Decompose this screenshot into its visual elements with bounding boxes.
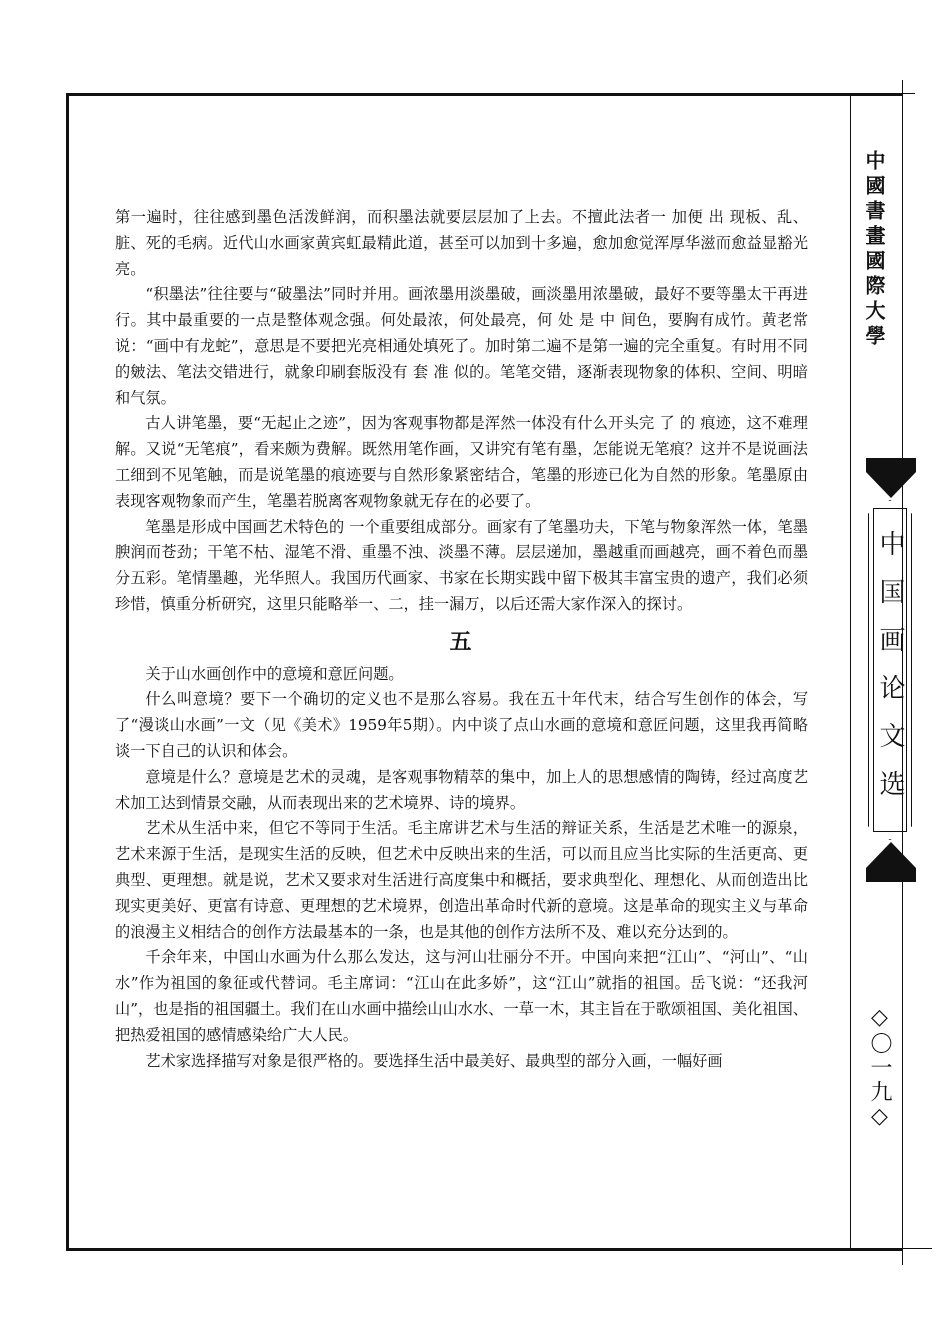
paragraph: 什么叫意境？要下一个确切的定义也不是那么容易。我在五十年代末，结合写生创作的体会，写了“漫谈山水画”一文（见《美术》1959年5期）。内中谈了点山水画的意境和意匠问题，这里我再简略谈一下自己的认识和体会。 [115, 690, 808, 760]
paragraph: “积墨法”往往要与“破墨法”同时并用。画浓墨用淡墨破，画淡墨用浓墨破，最好不要等墨太干再进行。其中最重要的一点是整体观念强。何处最浓，何处最亮，何 处 是 中 间色，要胸有成竹。黄老常说：“画中有龙蛇”，意思是不要把光亮相通处填死了。加时第二遍不是第一遍的完全重复。有时用不同的皴法、笔法交错进行，就象印刷套版没有 套 准 似的。笔笔交错，逐渐表现物象的体积、空间、明暗和气氛。 [115, 285, 808, 407]
paragraph: 古人讲笔墨，要“无起止之迹”，因为客观事物都是浑然一体没有什么开头完 了 的 痕迹，这不难理解。又说“无笔痕”，看来颇为费解。既然用笔作画，又讲究有笔有墨，怎能说无笔痕？这并不是说画法工细到不见笔触，而是说笔墨的痕迹要与自然形象紧密结合，笔墨的形迹已化为自然的形象。笔墨原由表现客观物象而产生，笔墨若脱离客观物象就无存在的必要了。 [115, 414, 808, 510]
paragraph: 千余年来，中国山水画为什么那么发达，这与河山壮丽分不开。中国向来把“江山”、“河山”、“山水”作为祖国的象征或代替词。毛主席词：“江山在此多娇”，这“江山”就指的祖国。岳飞说：“还我河山”，也是指的祖国疆土。我们在山水画中描绘山山水水、一草一木，其主旨在于歌颂祖国、美化祖国、把热爱祖国的感情感染给广大人民。 [115, 948, 808, 1044]
university-name: 中國書畫國際大學 [862, 150, 886, 350]
book-title: 中国画论文选 [875, 530, 905, 818]
top-corner-tick [890, 93, 915, 94]
bottom-corner-tick [902, 1248, 932, 1249]
paragraph: 艺术家选择描写对象是很严格的。要选择生活中最美好、最典型的部分入画，一幅好画 [145, 1051, 723, 1070]
main-text [115, 205, 808, 1074]
paragraph: 笔墨是形成中国画艺术特色的 一个重要组成部分。画家有了笔墨功夫，下笔与物象浑然一体，笔墨腴润而苍劲；干笔不枯、湿笔不滑、重墨不浊、淡墨不薄。层层递加，墨越重而画越亮，画不着色而墨分五彩。笔情墨趣，光华照人。我国历代画家、书家在长期实践中留下极其丰富宝贵的遗产，我们必须珍惜，慎重分析研究，这里只能略举一、二，挂一漏万，以后还需大家作深入的探讨。 [115, 517, 808, 613]
paragraph: 关于山水画创作中的意境和意匠问题。 [145, 664, 404, 683]
sidebar-divider [850, 93, 851, 1251]
paragraph: 意境是什么？意境是艺术的灵魂，是客观事物精萃的集中，加上人的思想感情的陶铸，经过高度艺术加工达到情景交融，从而表现出来的艺术境界、诗的境界。 [115, 767, 808, 812]
paragraph: 第一遍时，往往感到墨色活泼鲜润，而积墨法就要层层加了上去。不擅此法者一 加便 出 现板、乱、脏、死的毛病。近代山水画家黄宾虹最精此道，甚至可以加到十多遍，愈加愈觉浑厚华滋而愈益显豁光亮。 [115, 208, 808, 278]
paragraph: 艺术从生活中来，但它不等同于生活。毛主席讲艺术与生活的辩证关系，生活是艺术唯一的源泉，艺术来源于生活，是现实生活的反映，但艺术中反映出来的生活，可以而且应当比实际的生活更高、更典型、更理想。就是说，艺术又要求对生活进行高度集中和概括，要求典型化、理想化、从而创造出比现实更美好、更富有诗意、更理想的艺术境界，创造出革命时代新的意境。这是革命的现实主义与革命的浪漫主义相结合的创作方法最基本的一条，也是其他的创作方法所不及、难以充分达到的。 [115, 819, 808, 941]
section-title: 五 [449, 628, 474, 655]
page-number: ◇〇一九◇ [867, 1005, 892, 1131]
